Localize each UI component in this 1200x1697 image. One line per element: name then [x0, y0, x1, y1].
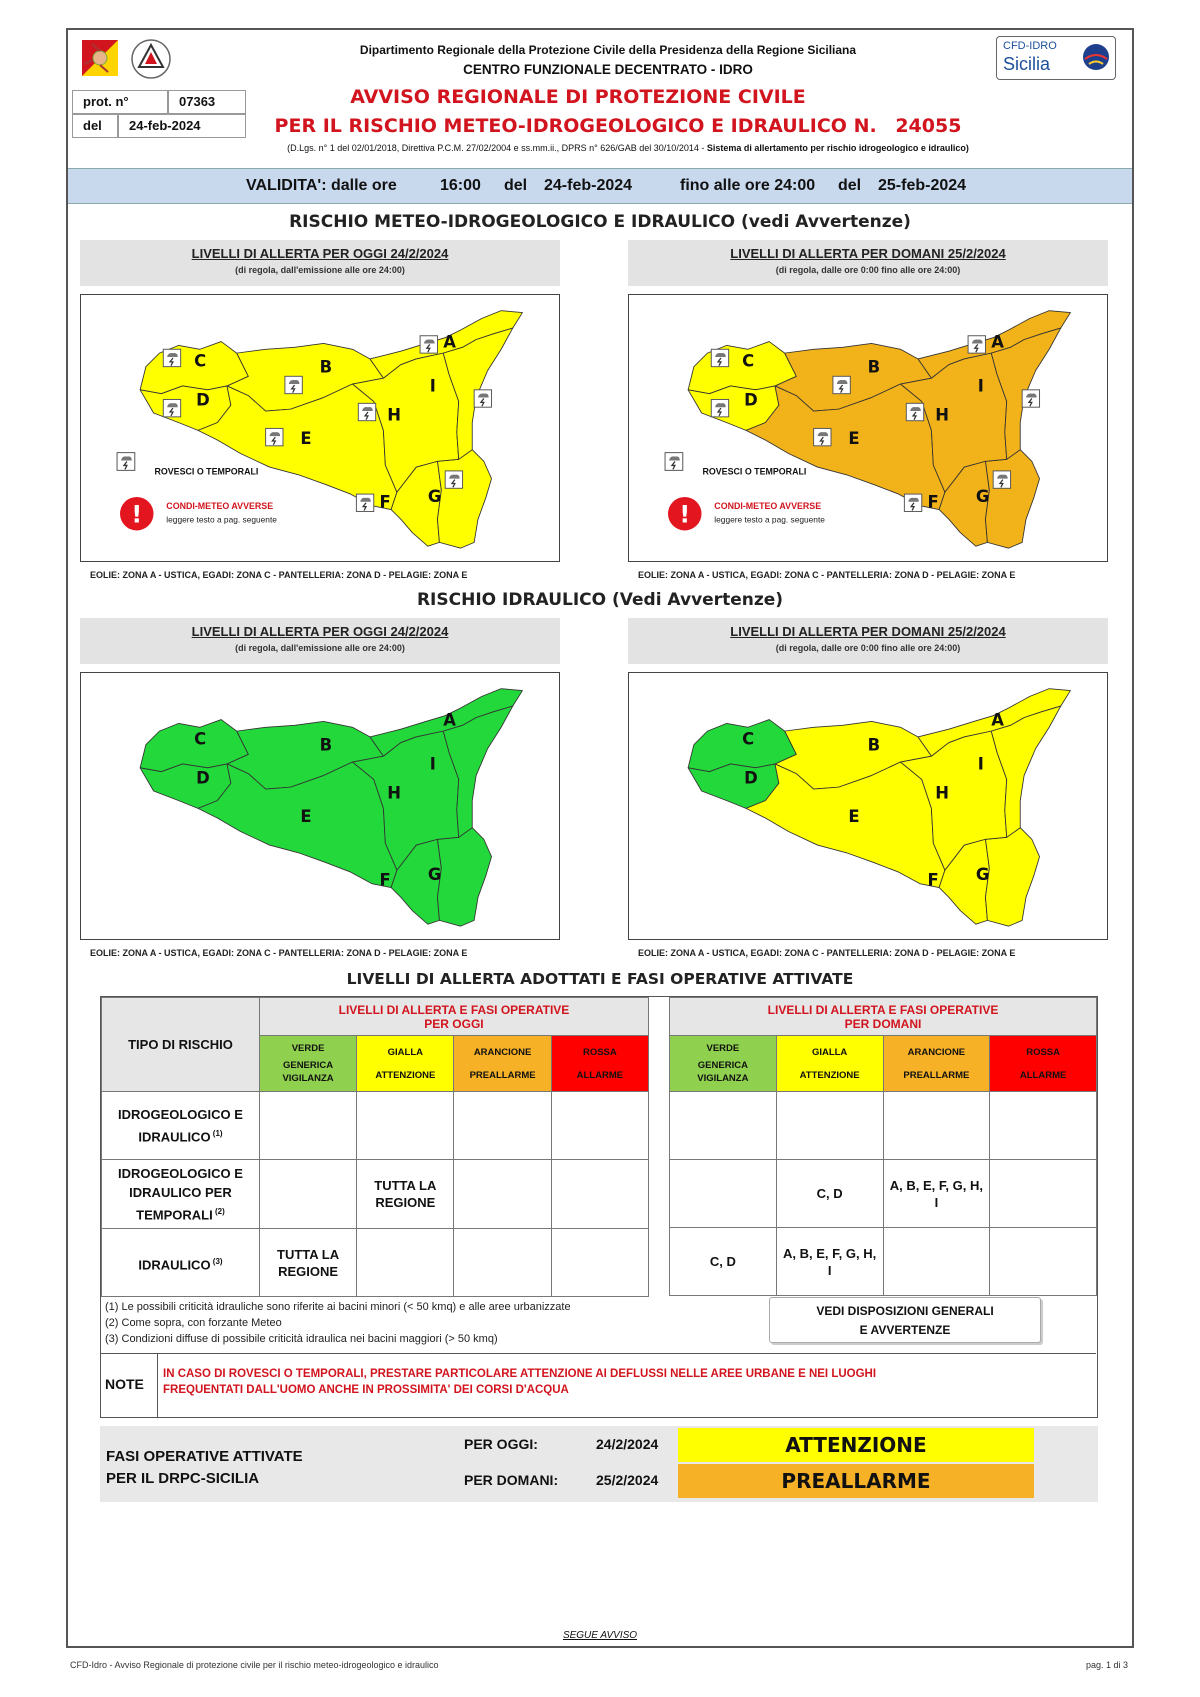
level-cell-gialla: [357, 1229, 454, 1297]
storm-icon-zone-b: [285, 376, 302, 393]
date-label: del: [72, 114, 118, 138]
level-header-text: ARANCIONE: [907, 1046, 966, 1058]
level-header-verde: [259, 1036, 356, 1092]
zone-label-g: G: [427, 486, 442, 506]
sicily-zone-map: [629, 295, 1107, 561]
note-label: NOTE: [105, 1376, 144, 1392]
note-text-line2: FREQUENTATI DALL'UOMO ANCHE IN PROSSIMITA' DEI CORSI D'ACQUA: [163, 1384, 569, 1396]
row-temporali-today: [102, 1160, 649, 1229]
level-cell-arancione: [883, 1228, 990, 1296]
level-header-verde: [670, 1036, 777, 1092]
civil-protection-logo-icon: [130, 38, 172, 80]
zone-label-b: B: [867, 357, 881, 377]
level-header-gialla: [776, 1036, 883, 1092]
idro-tomorrow-islands-note: EOLIE: ZONA A - USTICA, EGADI: ZONA C - PANTELLERIA: ZONA D - PELAGIE: ZONA E: [638, 948, 1016, 958]
validity-from-time: 16:00: [440, 177, 481, 194]
level-header-rossa: [551, 1036, 648, 1092]
idro-tomorrow-title: LIVELLI DI ALLERTA PER DOMANI 25/2/2024: [730, 624, 1006, 639]
bulletin-number: 24055: [895, 115, 962, 137]
legend-storm-text: ROVESCI O TEMPORALI: [702, 466, 807, 477]
zone-label-f: F: [927, 492, 939, 512]
level-cell-rossa: [551, 1092, 648, 1160]
meteo-tomorrow-title: LIVELLI DI ALLERTA PER DOMANI 25/2/2024: [730, 246, 1006, 261]
legal-reference-system: Sistema di allertamento per rischio idrogeologico e idraulico): [706, 143, 969, 153]
zone-label-e: E: [300, 806, 312, 826]
zone-g-area: [437, 828, 491, 926]
level-cell-gialla: [357, 1092, 454, 1160]
idro-today-islands-note: EOLIE: ZONA A - USTICA, EGADI: ZONA C - PANTELLERIA: ZONA D - PELAGIE: ZONA E: [90, 948, 468, 958]
idro-today-header: [80, 618, 560, 664]
level-cell-gialla: [776, 1092, 883, 1160]
zone-label-h: H: [387, 783, 402, 803]
level-header-text: GENERICA: [697, 1060, 748, 1071]
idro-today-title: LIVELLI DI ALLERTA PER OGGI 24/2/2024: [191, 624, 449, 639]
legend-adverse-subtext: leggere testo a pag. seguente: [166, 514, 277, 525]
level-header-text: ATTENZIONE: [799, 1069, 860, 1081]
phase-today-label: PER OGGI:: [464, 1436, 538, 1452]
alert-table-left: [101, 997, 649, 1297]
map-legend: [117, 453, 277, 531]
bulletin-title-line1: AVVISO REGIONALE DI PROTEZIONE CIVILE: [350, 86, 806, 108]
zone-label-e: E: [848, 428, 860, 448]
risk-type-label: IDROGEOLOGICO E IDRAULICO PER TEMPORALI $^{(2)}$: [102, 1160, 260, 1229]
level-cell-gialla: A, B, E, F, G, H, I: [776, 1228, 883, 1296]
prot-number: 07363: [168, 90, 246, 114]
row-idro-tomorrow: [670, 1092, 1097, 1160]
storm-icon-zone-d: [711, 399, 728, 416]
meteo-today-islands-note: EOLIE: ZONA A - USTICA, EGADI: ZONA C - PANTELLERIA: ZONA D - PELAGIE: ZONA E: [90, 570, 468, 580]
level-header-text: ATTENZIONE: [375, 1069, 436, 1081]
row-idraulico-today: [102, 1229, 649, 1297]
issuer-centre: CENTRO FUNZIONALE DECENTRATO - IDRO: [463, 62, 753, 77]
zone-label-h: H: [387, 405, 402, 425]
level-header-text: GENERICA: [282, 1060, 334, 1071]
segue-avviso: SEGUE AVVISO: [562, 1630, 638, 1641]
phase-tomorrow-label: PER DOMANI:: [464, 1472, 559, 1488]
storm-icon-zone-e: [266, 428, 283, 445]
meteo-today-subtitle: (di regola, dall'emissione alle ore 24:00): [235, 265, 405, 275]
alert-table-title: LIVELLI DI ALLERTA ADOTTATI E FASI OPERATIVE ATTIVATE: [346, 970, 854, 988]
globe-icon: [1081, 42, 1111, 72]
idraulico-section-title: RISCHIO IDRAULICO (Vedi Avvertenze): [416, 590, 784, 610]
validity-band: [68, 168, 1132, 204]
level-header-text: VERDE: [706, 1043, 740, 1054]
validity-to-label: fino alle ore 24:00: [680, 177, 816, 194]
storm-icon-zone-f: [904, 494, 921, 511]
level-cell-rossa: [990, 1228, 1097, 1296]
phase-tomorrow-date: 25/2/2024: [596, 1472, 659, 1488]
meteo-tomorrow-islands-note: EOLIE: ZONA A - USTICA, EGADI: ZONA C - PANTELLERIA: ZONA D - PELAGIE: ZONA E: [638, 570, 1016, 580]
operational-phases-box: [100, 1426, 1098, 1502]
note-row: [101, 1353, 1096, 1418]
meteo-tomorrow-subtitle: (di regola, dalle ore 0:00 fino alle ore 24:00): [775, 265, 961, 275]
level-cell-rossa: [551, 1160, 648, 1229]
level-cell-rossa: [551, 1229, 648, 1297]
zone-label-g: G: [975, 486, 990, 506]
sicily-coat-of-arms-icon: [80, 38, 120, 78]
row-idraulico-tomorrow: [670, 1228, 1097, 1296]
svg-text:!: !: [679, 500, 691, 529]
meteo-section-title: [68, 212, 1132, 232]
cfd-logo-line2: Sicilia: [1003, 54, 1051, 74]
idro-tomorrow-subtitle: (di regola, dalle ore 0:00 fino alle ore 24:00): [775, 643, 961, 653]
level-cell-arancione: [883, 1092, 990, 1160]
zone-label-e: E: [300, 428, 312, 448]
phase-tomorrow-value: PREALLARME: [678, 1464, 1034, 1498]
zone-label-b: B: [867, 735, 881, 755]
row-temporali-tomorrow: [670, 1160, 1097, 1228]
validity-del-2: del: [838, 177, 862, 194]
level-header-rossa: [990, 1036, 1097, 1092]
zone-label-c: C: [194, 729, 207, 749]
zone-label-a: A: [991, 332, 1004, 352]
cfd-idro-logo: [996, 36, 1116, 80]
meteo-section-title-suffix: (vedi Avvertenze): [741, 212, 911, 232]
legal-reference: [128, 143, 1128, 153]
zone-label-b: B: [319, 357, 333, 377]
storm-icon-zone-i: [474, 390, 491, 407]
level-header-text: VERDE: [291, 1043, 325, 1054]
zone-label-b: B: [319, 735, 333, 755]
level-header-text: ALLARME: [1019, 1069, 1067, 1081]
meteo-today-map: [80, 294, 560, 562]
zone-g-area: [985, 450, 1039, 548]
svg-text:!: !: [131, 500, 143, 529]
level-cell-verde: [670, 1092, 777, 1160]
storm-icon-zone-d: [163, 399, 180, 416]
level-header-text: VIGILANZA: [282, 1073, 334, 1084]
zone-label-f: F: [379, 870, 391, 890]
storm-icon-zone-a: [420, 336, 437, 353]
meteo-tomorrow-map: [628, 294, 1108, 562]
meteo-today-header: [80, 240, 560, 286]
meteo-today-title: LIVELLI DI ALLERTA PER OGGI 24/2/2024: [191, 246, 449, 261]
level-cell-verde: TUTTA LA REGIONE: [259, 1229, 356, 1297]
storm-icon-zone-h: [358, 403, 375, 420]
today-levels-header-line2: PER OGGI: [424, 1016, 484, 1031]
sicily-zone-map: [81, 673, 559, 939]
level-header-text: ALLARME: [576, 1069, 624, 1081]
zone-label-g: G: [975, 864, 990, 884]
validity-to-date: 25-feb-2024: [878, 177, 967, 194]
footnote-3: (3) Condizioni diffuse di possibile criticità idraulica nei bacini maggiori (> 50 kmq): [105, 1333, 498, 1345]
storm-icon-zone-h: [906, 403, 923, 420]
zone-label-a: A: [443, 710, 456, 730]
storm-icon-zone-i: [1022, 390, 1039, 407]
alert-table-right: [669, 997, 1097, 1296]
legend-storm-icon: [665, 453, 683, 471]
zone-g-area: [985, 828, 1039, 926]
cfd-logo-line1: CFD-IDRO: [1003, 40, 1057, 52]
zone-label-d: D: [744, 390, 758, 410]
bulletin-page: [66, 28, 1134, 1648]
zone-label-i: I: [429, 376, 436, 396]
general-provisions-button[interactable]: [769, 1297, 1041, 1343]
level-header-text: ROSSA: [582, 1046, 617, 1058]
risk-type-header: [102, 998, 260, 1092]
level-header-text: GIALLA: [387, 1046, 423, 1058]
storm-icon-zone-c: [711, 349, 728, 366]
zone-label-c: C: [742, 729, 755, 749]
level-cell-rossa: [990, 1092, 1097, 1160]
level-cell-verde: [670, 1160, 777, 1228]
level-header-arancione: [883, 1036, 990, 1092]
level-cell-gialla: C, D: [776, 1160, 883, 1228]
bulletin-title-text: PER IL RISCHIO METEO-IDROGEOLOGICO E IDRAULICO N.: [274, 115, 877, 137]
tomorrow-levels-header-line1: LIVELLI DI ALLERTA E FASI OPERATIVE: [767, 1002, 999, 1017]
idro-today-map: [80, 672, 560, 940]
level-header-row-tomorrow: [670, 1036, 1097, 1092]
page-footer-left: CFD-Idro - Avviso Regionale di protezione civile per il rischio meteo-idrogeologico e idraulico: [70, 1660, 439, 1670]
validity-label: VALIDITA': dalle ore: [246, 177, 397, 194]
alert-table: [100, 996, 1098, 1418]
level-cell-arancione: [454, 1229, 551, 1297]
issuer-header: [298, 40, 918, 80]
zone-label-e: E: [848, 806, 860, 826]
level-cell-arancione: [454, 1160, 551, 1229]
storm-icon-zone-f: [356, 494, 373, 511]
meteo-tomorrow-header: [628, 240, 1108, 286]
level-cell-verde: [259, 1160, 356, 1229]
level-header-text: ROSSA: [1026, 1046, 1061, 1058]
legend-adverse-text: CONDI-METEO AVVERSE: [166, 500, 274, 511]
level-header-text: ARANCIONE: [473, 1046, 532, 1058]
issuer-department: Dipartimento Regionale della Protezione Civile della Presidenza della Regione Siciliana: [359, 43, 857, 57]
page-footer-right: pag. 1 di 3: [1086, 1660, 1129, 1670]
storm-icon-zone-b: [833, 376, 850, 393]
zone-label-f: F: [379, 492, 391, 512]
legend-adverse-subtext: leggere testo a pag. seguente: [714, 514, 825, 525]
note-text: [163, 1366, 1093, 1398]
adverse-weather-icon: [668, 497, 701, 530]
note-text-line1: IN CASO DI ROVESCI O TEMPORALI, PRESTARE PARTICOLARE ATTENZIONE AI DEFLUSSI NELLE AREE URBANE E NEI LUOGHI: [163, 1368, 877, 1380]
validity-from-date: 24-feb-2024: [544, 177, 633, 194]
zone-label-i: I: [429, 754, 436, 774]
level-header-text: VIGILANZA: [697, 1073, 749, 1084]
legend-storm-icon: [117, 453, 135, 471]
level-header-text: PREALLARME: [469, 1069, 536, 1081]
phases-label-line1: FASI OPERATIVE ATTIVATE: [106, 1448, 303, 1465]
level-header-gialla: [357, 1036, 454, 1092]
bulletin-title-line2: [268, 115, 968, 137]
zone-label-c: C: [194, 351, 207, 371]
level-cell-verde: C, D: [670, 1228, 777, 1296]
risk-type-header-text: TIPO DI RISCHIO: [128, 1037, 233, 1052]
map-legend: [665, 453, 825, 531]
zone-label-h: H: [935, 783, 950, 803]
today-levels-header: [259, 998, 648, 1036]
zone-label-d: D: [196, 768, 210, 788]
legend-adverse-text: CONDI-METEO AVVERSE: [714, 500, 822, 511]
level-header-text: PREALLARME: [903, 1069, 970, 1081]
storm-icon-zone-e: [814, 428, 831, 445]
tomorrow-levels-header: [670, 998, 1097, 1036]
storm-icon-zone-a: [968, 336, 985, 353]
phase-today-date: 24/2/2024: [596, 1436, 659, 1452]
legal-reference-text: (D.Lgs. n° 1 del 02/01/2018, Direttiva P.C.M. 27/02/2004 e ss.mm.ii., DPRS n° 626/GAB del 30/10/2014 -: [287, 143, 707, 153]
risk-type-label: IDROGEOLOGICO E IDRAULICO $^{(1)}$: [102, 1092, 260, 1160]
zone-label-d: D: [196, 390, 210, 410]
idro-tomorrow-header: [628, 618, 1108, 664]
adverse-weather-icon: [120, 497, 153, 530]
legend-storm-text: ROVESCI O TEMPORALI: [154, 466, 259, 477]
zone-label-f: F: [927, 870, 939, 890]
zone-label-g: G: [427, 864, 442, 884]
storm-icon-zone-c: [163, 349, 180, 366]
level-cell-arancione: A, B, E, F, G, H, I: [883, 1160, 990, 1228]
issue-date: 24-feb-2024: [118, 114, 246, 138]
zone-label-a: A: [991, 710, 1004, 730]
footnote-2: (2) Come sopra, con forzante Meteo: [105, 1317, 282, 1329]
risk-type-label: IDRAULICO $^{(3)}$: [102, 1229, 260, 1297]
general-provisions-button-line2: E AVVERTENZE: [859, 1323, 951, 1337]
level-header-text: GIALLA: [811, 1046, 848, 1058]
validity-del-1: del: [504, 177, 528, 194]
zone-label-a: A: [443, 332, 456, 352]
zone-label-i: I: [977, 376, 984, 396]
level-header-arancione: [454, 1036, 551, 1092]
level-cell-arancione: [454, 1092, 551, 1160]
storm-icon-zone-g: [445, 471, 462, 488]
prot-label: prot. n°: [72, 90, 168, 114]
zone-label-d: D: [744, 768, 758, 788]
level-cell-rossa: [990, 1160, 1097, 1228]
idro-today-subtitle: (di regola, dall'emissione alle ore 24:00): [235, 643, 405, 653]
level-cell-gialla: TUTTA LA REGIONE: [357, 1160, 454, 1229]
row-idro-today: [102, 1092, 649, 1160]
meteo-section-title-text: RISCHIO METEO-IDROGEOLOGICO E IDRAULICO: [289, 212, 736, 232]
footnotes: [105, 1299, 745, 1347]
today-levels-header-line1: LIVELLI DI ALLERTA E FASI OPERATIVE: [338, 1002, 570, 1017]
footnote-1: (1) Le possibili criticità idrauliche sono riferite ai bacini minori (< 50 kmq) e alle aree urbanizzate: [105, 1301, 571, 1313]
phase-today-value: ATTENZIONE: [678, 1428, 1034, 1462]
general-provisions-button-line1: VEDI DISPOSIZIONI GENERALI: [816, 1304, 994, 1318]
phases-label-line2: PER IL DRPC-SICILIA: [106, 1470, 260, 1487]
zone-label-i: I: [977, 754, 984, 774]
phases-label: [106, 1446, 303, 1490]
storm-icon-zone-g: [993, 471, 1010, 488]
level-cell-verde: [259, 1092, 356, 1160]
sicily-zone-map: [629, 673, 1107, 939]
tomorrow-levels-header-line2: PER DOMANI: [844, 1016, 922, 1031]
zone-label-h: H: [935, 405, 950, 425]
zone-label-c: C: [742, 351, 755, 371]
zone-g-area: [437, 450, 491, 548]
sicily-zone-map: [81, 295, 559, 561]
idro-tomorrow-map: [628, 672, 1108, 940]
